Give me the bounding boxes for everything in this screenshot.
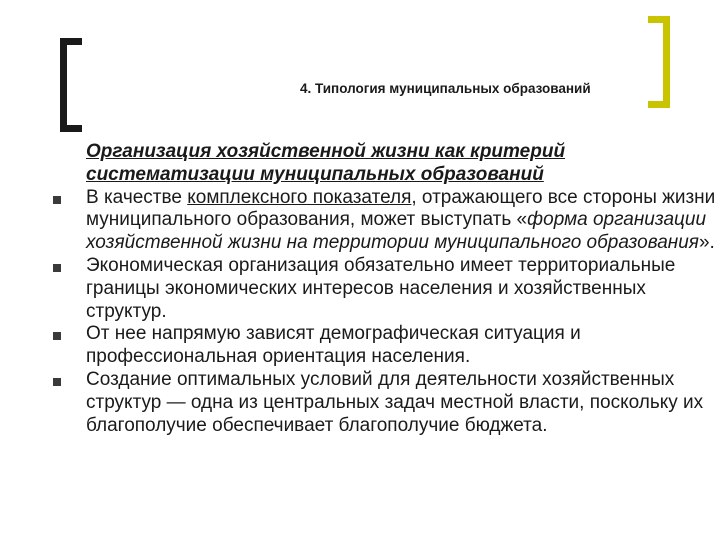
- bullet-list: [86, 187, 716, 438]
- square-bullet-icon: [53, 196, 61, 204]
- bullet-item-4: [86, 369, 716, 437]
- slide-content: [86, 141, 716, 437]
- left-bracket-decoration: [60, 38, 82, 132]
- bullet-text: ».: [698, 232, 715, 254]
- bullet-text: От нее напрямую зависят демографическая ситуация и профессиональная ориентация населения.: [86, 323, 581, 368]
- square-bullet-icon: [53, 378, 61, 386]
- underlined-term: комплексного показателя: [187, 186, 412, 208]
- bullet-item-3: [86, 323, 716, 369]
- italic-term: форма организации хозяйственной жизни на территории муниципального образования: [86, 209, 707, 254]
- bullet-item-1: [86, 187, 716, 255]
- bullet-text: , отражающего все стороны жизни муниципального образования, может выступать «: [86, 186, 716, 231]
- slide-title: 4. Типология муниципальных образований: [300, 81, 591, 96]
- bullet-text: Экономическая организация обязательно имеет территориальные границы экономических интересов населения и хозяйственных структур.: [86, 254, 676, 322]
- bullet-text: В качестве: [86, 186, 188, 208]
- square-bullet-icon: [53, 264, 61, 272]
- section-heading: Организация хозяйственной жизни как критерий систематизации муниципальных образований: [86, 141, 566, 185]
- bullet-item-2: [86, 255, 716, 323]
- right-bracket-decoration: [648, 16, 670, 108]
- bullet-text: Создание оптимальных условий для деятельности хозяйственных структур — одна из центральных задач местной власти, поскольку их благополучие обеспечивает благополучие бюджета.: [86, 368, 704, 436]
- square-bullet-icon: [53, 332, 61, 340]
